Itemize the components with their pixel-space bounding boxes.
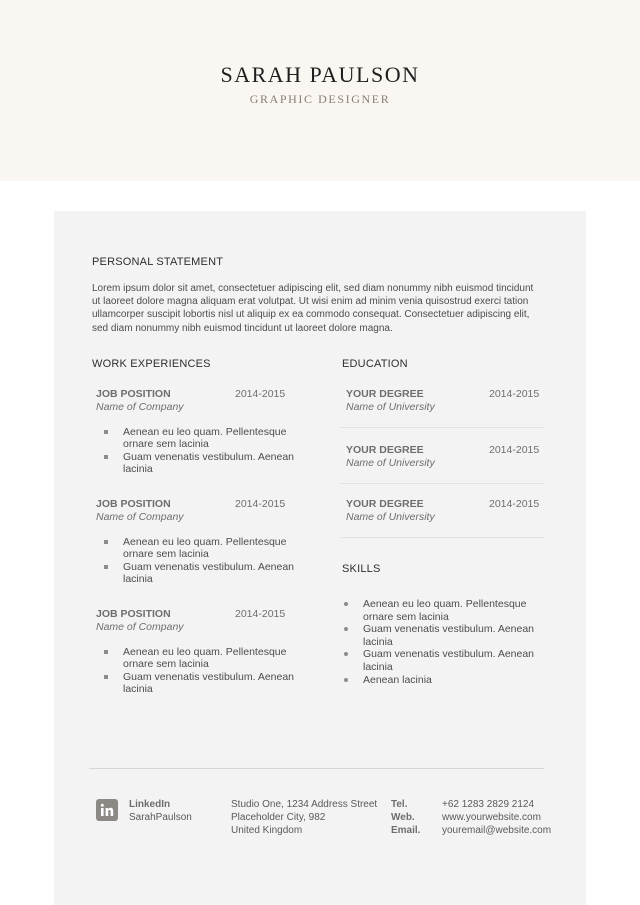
address-line: United Kingdom bbox=[231, 825, 303, 836]
education-entry bbox=[341, 444, 544, 484]
job-years: 2014-2015 bbox=[235, 498, 286, 510]
job-position: JOB POSITION bbox=[96, 498, 171, 510]
job-bullets bbox=[104, 646, 304, 696]
education-entry bbox=[341, 498, 544, 538]
job-bullet: Guam venenatis vestibulum. Aenean lacinia bbox=[104, 561, 304, 586]
job-years: 2014-2015 bbox=[235, 608, 286, 620]
email-label: Email. bbox=[391, 825, 421, 836]
university-name: Name of University bbox=[346, 401, 435, 413]
university-name: Name of University bbox=[346, 511, 435, 523]
job-bullet: Aenean eu leo quam. Pellentesque ornare sem lacinia bbox=[104, 536, 304, 561]
degree-years: 2014-2015 bbox=[489, 388, 540, 400]
address-line: Studio One, 1234 Address Street bbox=[231, 799, 378, 810]
work-experiences-heading: WORK EXPERIENCES bbox=[92, 358, 211, 370]
company-name: Name of Company bbox=[96, 621, 184, 633]
degree-name: YOUR DEGREE bbox=[346, 444, 424, 456]
linkedin-icon[interactable] bbox=[96, 799, 118, 821]
skills-heading: SKILLS bbox=[342, 563, 381, 575]
header-band bbox=[0, 0, 640, 181]
job-years: 2014-2015 bbox=[235, 388, 286, 400]
degree-name: YOUR DEGREE bbox=[346, 498, 424, 510]
job-bullets bbox=[104, 426, 304, 476]
job-position: JOB POSITION bbox=[96, 608, 171, 620]
degree-name: YOUR DEGREE bbox=[346, 388, 424, 400]
job-bullet: Aenean eu leo quam. Pellentesque ornare sem lacinia bbox=[104, 646, 304, 671]
university-name: Name of University bbox=[346, 457, 435, 469]
email-value[interactable]: youremail@website.com bbox=[442, 825, 552, 836]
skill-item: Guam venenatis vestibulum. Aenean lacinia bbox=[342, 623, 547, 648]
skill-item: Aenean eu leo quam. Pellentesque ornare sem lacinia bbox=[342, 598, 547, 623]
job-bullet: Guam venenatis vestibulum. Aenean lacinia bbox=[104, 671, 304, 696]
degree-years: 2014-2015 bbox=[489, 444, 540, 456]
skill-item: Aenean lacinia bbox=[342, 674, 547, 687]
linkedin-label: LinkedIn bbox=[129, 799, 171, 810]
web-label: Web. bbox=[391, 812, 415, 823]
tel-value[interactable]: +62 1283 2829 2124 bbox=[442, 799, 535, 810]
address-line: Placeholder City, 982 bbox=[231, 812, 326, 823]
skills-list bbox=[342, 598, 547, 686]
job-bullet: Aenean eu leo quam. Pellentesque ornare sem lacinia bbox=[104, 426, 304, 451]
education-heading: EDUCATION bbox=[342, 358, 408, 370]
skill-item: Guam venenatis vestibulum. Aenean lacinia bbox=[342, 648, 547, 673]
education-entry bbox=[341, 388, 544, 428]
web-value[interactable]: www.yourwebsite.com bbox=[442, 812, 541, 823]
degree-years: 2014-2015 bbox=[489, 498, 540, 510]
footer-divider bbox=[89, 768, 544, 769]
company-name: Name of Company bbox=[96, 511, 184, 523]
person-name: SARAH PAULSON bbox=[220, 62, 420, 87]
job-bullets bbox=[104, 536, 304, 586]
linkedin-handle[interactable]: SarahPaulson bbox=[129, 812, 192, 823]
job-title: GRAPHIC DESIGNER bbox=[249, 92, 391, 106]
job-position: JOB POSITION bbox=[96, 388, 171, 400]
personal-statement-heading: PERSONAL STATEMENT bbox=[92, 256, 224, 268]
company-name: Name of Company bbox=[96, 401, 184, 413]
personal-statement-text: Lorem ipsum dolor sit amet, consectetuer adipiscing elit, sed diam nonummy nibh euismod tincidunt ut laoreet dolore magna aliquam erat volutpat. Ut wisi enim ad minim venia quisostrud exerci tation ullamcorper suscipit lobortis nisl ut aliquip ex ea commodo consequat. Consectetuer adipiscing elit, sed diam nonummy nibh euismod tincidunt ut laoreet dolore magna. bbox=[92, 283, 534, 334]
tel-label: Tel. bbox=[391, 799, 408, 810]
job-bullet: Guam venenatis vestibulum. Aenean lacinia bbox=[104, 451, 304, 476]
